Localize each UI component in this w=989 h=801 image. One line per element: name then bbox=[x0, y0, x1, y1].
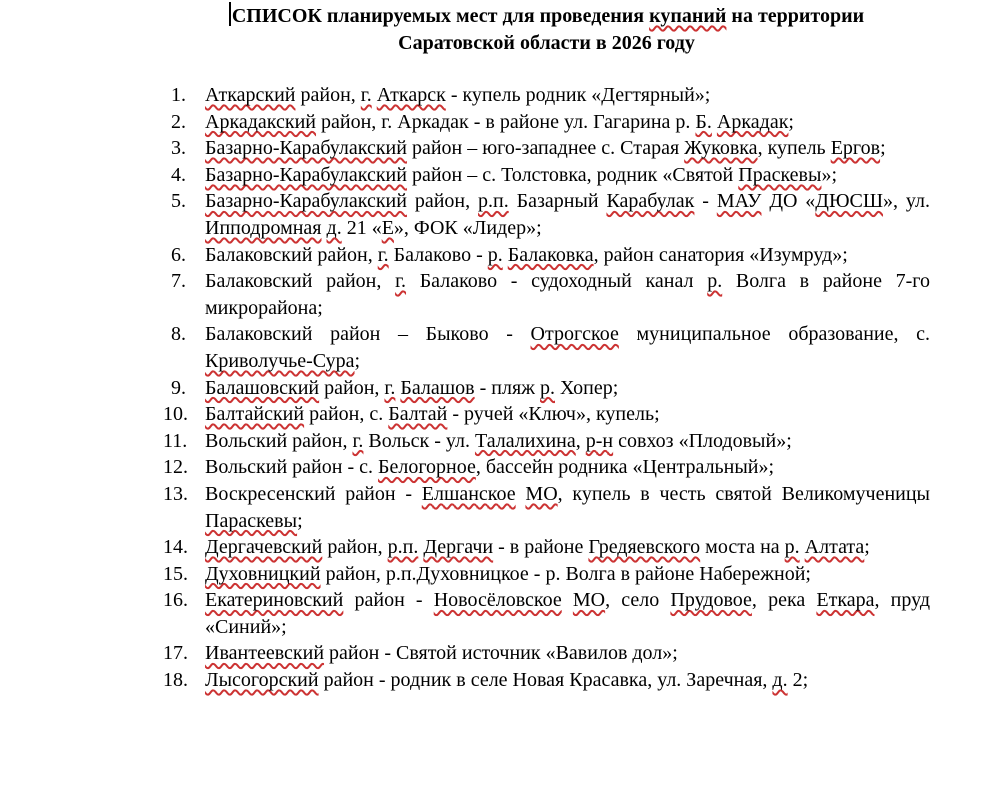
list-item[interactable] bbox=[163, 401, 930, 428]
list-item-number: 10. bbox=[163, 403, 188, 426]
list-item[interactable] bbox=[163, 188, 930, 241]
misspelled-word: р.п. bbox=[387, 536, 419, 559]
text-run: Вольский район - с. bbox=[205, 456, 378, 479]
list-item-number: 13. bbox=[163, 482, 188, 505]
list-item[interactable] bbox=[163, 321, 930, 374]
text-run: Волга в районе 7-го микрорайона; bbox=[205, 270, 930, 319]
list-item-number: 11. bbox=[163, 429, 188, 452]
misspelled-word: г. bbox=[395, 270, 407, 293]
text-run: Вольск - ул. bbox=[363, 429, 475, 452]
text-run: »; bbox=[821, 163, 838, 186]
list-item-number: 9. bbox=[171, 376, 186, 399]
list-item[interactable] bbox=[163, 640, 930, 667]
misspelled-word: Балашов bbox=[400, 376, 475, 399]
misspelled-word: Жуковка bbox=[684, 137, 758, 160]
misspelled-word: Балтайский bbox=[205, 403, 305, 426]
misspelled-word: Алтата bbox=[804, 536, 865, 559]
misspelled-word: Аркадак bbox=[716, 110, 789, 133]
text-run: район - Святой источник «Вавилов дол»; bbox=[324, 642, 678, 665]
text-run: », ул. bbox=[883, 190, 930, 213]
document-title bbox=[163, 2, 930, 56]
list-item[interactable] bbox=[163, 135, 930, 162]
swim-locations-list bbox=[163, 82, 930, 694]
misspelled-word: Новосёловское bbox=[433, 589, 562, 612]
text-run: район – юго-западнее с. Старая bbox=[406, 137, 685, 160]
list-item[interactable] bbox=[163, 481, 930, 534]
misspelled-word: Дергачи bbox=[423, 536, 494, 559]
text-run bbox=[516, 483, 526, 505]
misspelled-word: Дергачевский bbox=[205, 536, 323, 559]
misspelled-word: Балтай bbox=[388, 403, 448, 426]
text-run: ; bbox=[788, 110, 794, 133]
list-item-number: 16. bbox=[163, 589, 188, 612]
misspelled-word: г. bbox=[377, 243, 389, 266]
list-item[interactable] bbox=[163, 268, 930, 321]
misspelled-word: МАУ bbox=[716, 190, 762, 213]
text-run: Базарный bbox=[508, 190, 607, 213]
text-run: Балаково - судоходный канал bbox=[406, 270, 708, 293]
list-item-number: 7. bbox=[171, 270, 186, 293]
misspelled-word: Аткарский bbox=[205, 84, 296, 106]
list-item[interactable] bbox=[163, 82, 930, 109]
text-run: , район санатория «Изумруд»; bbox=[593, 243, 848, 266]
text-run: район, с. bbox=[304, 403, 389, 426]
text-run: район, bbox=[322, 536, 388, 559]
misspelled-word: Базарно-Карабулакский bbox=[205, 190, 407, 213]
misspelled-word: Карабулак bbox=[606, 190, 695, 213]
list-item[interactable] bbox=[163, 428, 930, 455]
text-run: Хопер; bbox=[555, 376, 619, 399]
misspelled-word: р. bbox=[487, 243, 503, 266]
misspelled-word: д. bbox=[326, 216, 342, 239]
text-run: 21 « bbox=[341, 216, 382, 239]
list-item[interactable] bbox=[163, 375, 930, 402]
list-item-number: 6. bbox=[171, 243, 186, 266]
text-run: Вольский район, bbox=[205, 429, 353, 452]
text-run: , купель в честь святой Великомученицы bbox=[557, 482, 930, 505]
list-item-number: 18. bbox=[163, 669, 188, 692]
misspelled-word: Криволучье-Сура bbox=[205, 349, 355, 372]
text-cursor bbox=[229, 2, 231, 26]
text-run: на территории bbox=[726, 5, 865, 27]
list-item[interactable] bbox=[163, 561, 930, 588]
text-run: , купель bbox=[757, 137, 831, 160]
misspelled-word: Екатериновский bbox=[205, 589, 344, 612]
list-item-number: 12. bbox=[163, 456, 188, 479]
list-item[interactable] bbox=[163, 454, 930, 481]
text-run: район – с. Толстовка, родник «Святой bbox=[406, 163, 739, 186]
misspelled-word: Аткарск bbox=[376, 84, 446, 106]
list-item[interactable] bbox=[163, 109, 930, 136]
misspelled-word: Прудовое bbox=[670, 589, 752, 612]
text-run: ; bbox=[354, 349, 361, 372]
text-run: ; bbox=[880, 137, 886, 160]
text-run: », ФОК «Лидер»; bbox=[393, 216, 542, 239]
misspelled-word: Базарно-Карабулакский bbox=[205, 137, 407, 160]
text-run: Балаковский район, bbox=[205, 243, 378, 266]
text-run: Воскресенский район - bbox=[205, 482, 422, 505]
text-run: моста на bbox=[700, 536, 785, 559]
misspelled-word: г. bbox=[384, 376, 396, 399]
text-run: район - bbox=[343, 589, 434, 612]
text-run: - ручей «Ключ», купель; bbox=[447, 403, 660, 426]
misspelled-word: МО bbox=[525, 482, 558, 505]
misspelled-word: Аркадакский bbox=[205, 110, 317, 133]
misspelled-word: Базарно-Карабулакский bbox=[205, 163, 407, 186]
text-run: район, bbox=[319, 376, 385, 399]
misspelled-word: купаний bbox=[649, 5, 727, 27]
text-run: , бассейн родника «Центральный»; bbox=[475, 456, 775, 479]
misspelled-word: Белогорное bbox=[378, 456, 476, 479]
title-line-2 bbox=[163, 30, 930, 57]
text-run: ; bbox=[297, 509, 303, 532]
list-item-number: 14. bbox=[163, 536, 188, 559]
misspelled-word: Параскевы bbox=[205, 509, 298, 532]
misspelled-word: Гредяевского bbox=[588, 536, 701, 559]
misspelled-word: Отрогское bbox=[530, 323, 619, 346]
text-run: район, г. Аркадак - в районе ул. Гагарина р. bbox=[316, 110, 696, 133]
title-line-1 bbox=[163, 2, 930, 30]
misspelled-word: Ивантеевский bbox=[205, 642, 325, 665]
text-run: Балаковский район, bbox=[205, 270, 396, 293]
text-run: 2; bbox=[787, 669, 809, 692]
text-run: Саратовской области в 2026 году bbox=[398, 31, 695, 54]
text-run: - пляж bbox=[474, 376, 540, 399]
misspelled-word: Елшанское bbox=[421, 482, 516, 505]
text-run: район - родник в селе Новая Красавка, ул. Заречная, bbox=[318, 669, 773, 692]
misspelled-word: г. bbox=[352, 429, 364, 452]
text-run: район, bbox=[406, 190, 478, 213]
misspelled-word: д. bbox=[772, 669, 788, 692]
list-item[interactable] bbox=[163, 242, 930, 269]
text-run: , село bbox=[605, 589, 671, 612]
list-item[interactable] bbox=[163, 587, 930, 640]
text-run: Балаково - bbox=[388, 243, 488, 266]
misspelled-word: Ипподромная bbox=[205, 216, 322, 239]
list-item-number: 3. bbox=[171, 137, 186, 160]
misspelled-word: Ергов bbox=[830, 137, 881, 160]
text-run: - bbox=[694, 190, 717, 213]
misspelled-word: Балашовский bbox=[205, 376, 320, 399]
misspelled-word: МО bbox=[572, 589, 606, 612]
misspelled-word: Лысогорский bbox=[205, 669, 319, 692]
misspelled-word: Духовницкий bbox=[205, 562, 321, 585]
misspelled-word: Еткара bbox=[816, 589, 875, 612]
misspelled-word: Е bbox=[381, 216, 394, 239]
text-run: - в районе bbox=[493, 536, 589, 559]
misspelled-word: Б. bbox=[695, 110, 712, 133]
misspelled-word: р.п. bbox=[478, 190, 509, 213]
misspelled-word: ДЮСШ bbox=[815, 190, 884, 213]
list-item[interactable] bbox=[163, 534, 930, 561]
list-item-number: 17. bbox=[163, 642, 188, 665]
text-run: СПИСОК планируемых мест для проведения bbox=[231, 5, 650, 27]
text-run: совхоз «Плодовый»; bbox=[613, 429, 792, 452]
misspelled-word: Балаковка bbox=[507, 243, 594, 266]
misspelled-word: г. bbox=[360, 84, 372, 106]
list-item[interactable] bbox=[163, 667, 930, 694]
text-run: ДО « bbox=[761, 190, 816, 213]
text-run: район, р.п.Духовницкое - р. Волга в районе Набережной; bbox=[320, 562, 811, 585]
text-run: , bbox=[575, 429, 586, 452]
text-run: Балаковский район – Быково - bbox=[205, 323, 531, 346]
document-content[interactable] bbox=[163, 2, 930, 694]
list-item-number: 4. bbox=[171, 163, 186, 186]
text-run: муниципальное образование, с. bbox=[618, 323, 931, 346]
list-item-number: 1. bbox=[171, 84, 186, 106]
text-run bbox=[562, 589, 573, 611]
text-run: , пруд «Синий»; bbox=[205, 589, 930, 638]
misspelled-word: Талалихина bbox=[474, 429, 576, 452]
text-run: , река bbox=[751, 589, 817, 612]
misspelled-word: р-н bbox=[585, 429, 614, 452]
misspelled-word: р. bbox=[784, 536, 800, 559]
list-item-number: 5. bbox=[171, 190, 186, 213]
list-item-number: 15. bbox=[163, 562, 188, 585]
misspelled-word: р. bbox=[540, 376, 555, 399]
list-item[interactable] bbox=[163, 162, 930, 189]
list-item-number: 8. bbox=[171, 323, 186, 346]
text-run: ; bbox=[864, 536, 870, 559]
list-item-number: 2. bbox=[171, 110, 186, 133]
text-run: - купель родник «Дегтярный»; bbox=[445, 84, 711, 106]
misspelled-word: р. bbox=[707, 270, 723, 293]
text-run: район, bbox=[295, 84, 361, 106]
misspelled-word: Праскевы bbox=[738, 163, 822, 186]
